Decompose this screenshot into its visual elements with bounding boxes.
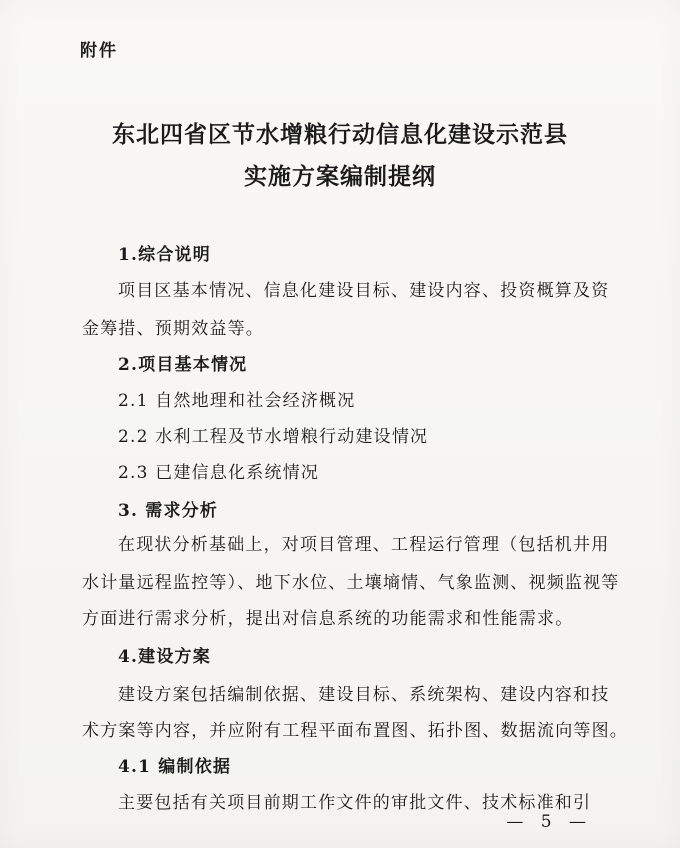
paragraph-line: 主要包括有关项目前期工作文件的审批文件、技术标准和引 (118, 793, 592, 813)
section-2-heading: 2.项目基本情况 (118, 355, 248, 375)
paragraph-line: 水计量远程监控等）、地下水位、土壤墒情、气象监测、视频监视等 (82, 573, 620, 593)
paragraph-line: 金筹措、预期效益等。 (82, 319, 264, 339)
title-line-1: 东北四省区节水增粮行动信息化建设示范县 (112, 121, 568, 148)
paragraph-line: 术方案等内容，并应附有工程平面布置图、拓扑图、数据流向等图。 (82, 721, 628, 741)
paragraph-line: 项目区基本情况、信息化建设目标、建设内容、投资概算及资 (118, 281, 610, 301)
section-4-heading: 4.建设方案 (118, 647, 211, 667)
subsection-2-3: 2.3 已建信息化系统情况 (118, 463, 320, 483)
section-3-heading: 3. 需求分析 (118, 501, 219, 521)
page-number: — 5 — (506, 812, 592, 832)
paragraph-line: 建设方案包括编制依据、建设目标、系统架构、建设内容和技 (118, 685, 610, 705)
subsection-2-2: 2.2 水利工程及节水增粮行动建设情况 (118, 427, 429, 447)
paragraph-line: 方面进行需求分析，提出对信息系统的功能需求和性能需求。 (82, 609, 574, 629)
title-line-2: 实施方案编制提纲 (244, 163, 436, 190)
section-1-heading: 1.综合说明 (118, 245, 211, 265)
paragraph-line: 在现状分析基础上，对项目管理、工程运行管理（包括机井用 (118, 535, 610, 555)
subsection-2-1: 2.1 自然地理和社会经济概况 (118, 391, 356, 411)
attachment-label: 附件 (80, 41, 118, 61)
subsection-4-1: 4.1 编制依据 (118, 757, 232, 777)
